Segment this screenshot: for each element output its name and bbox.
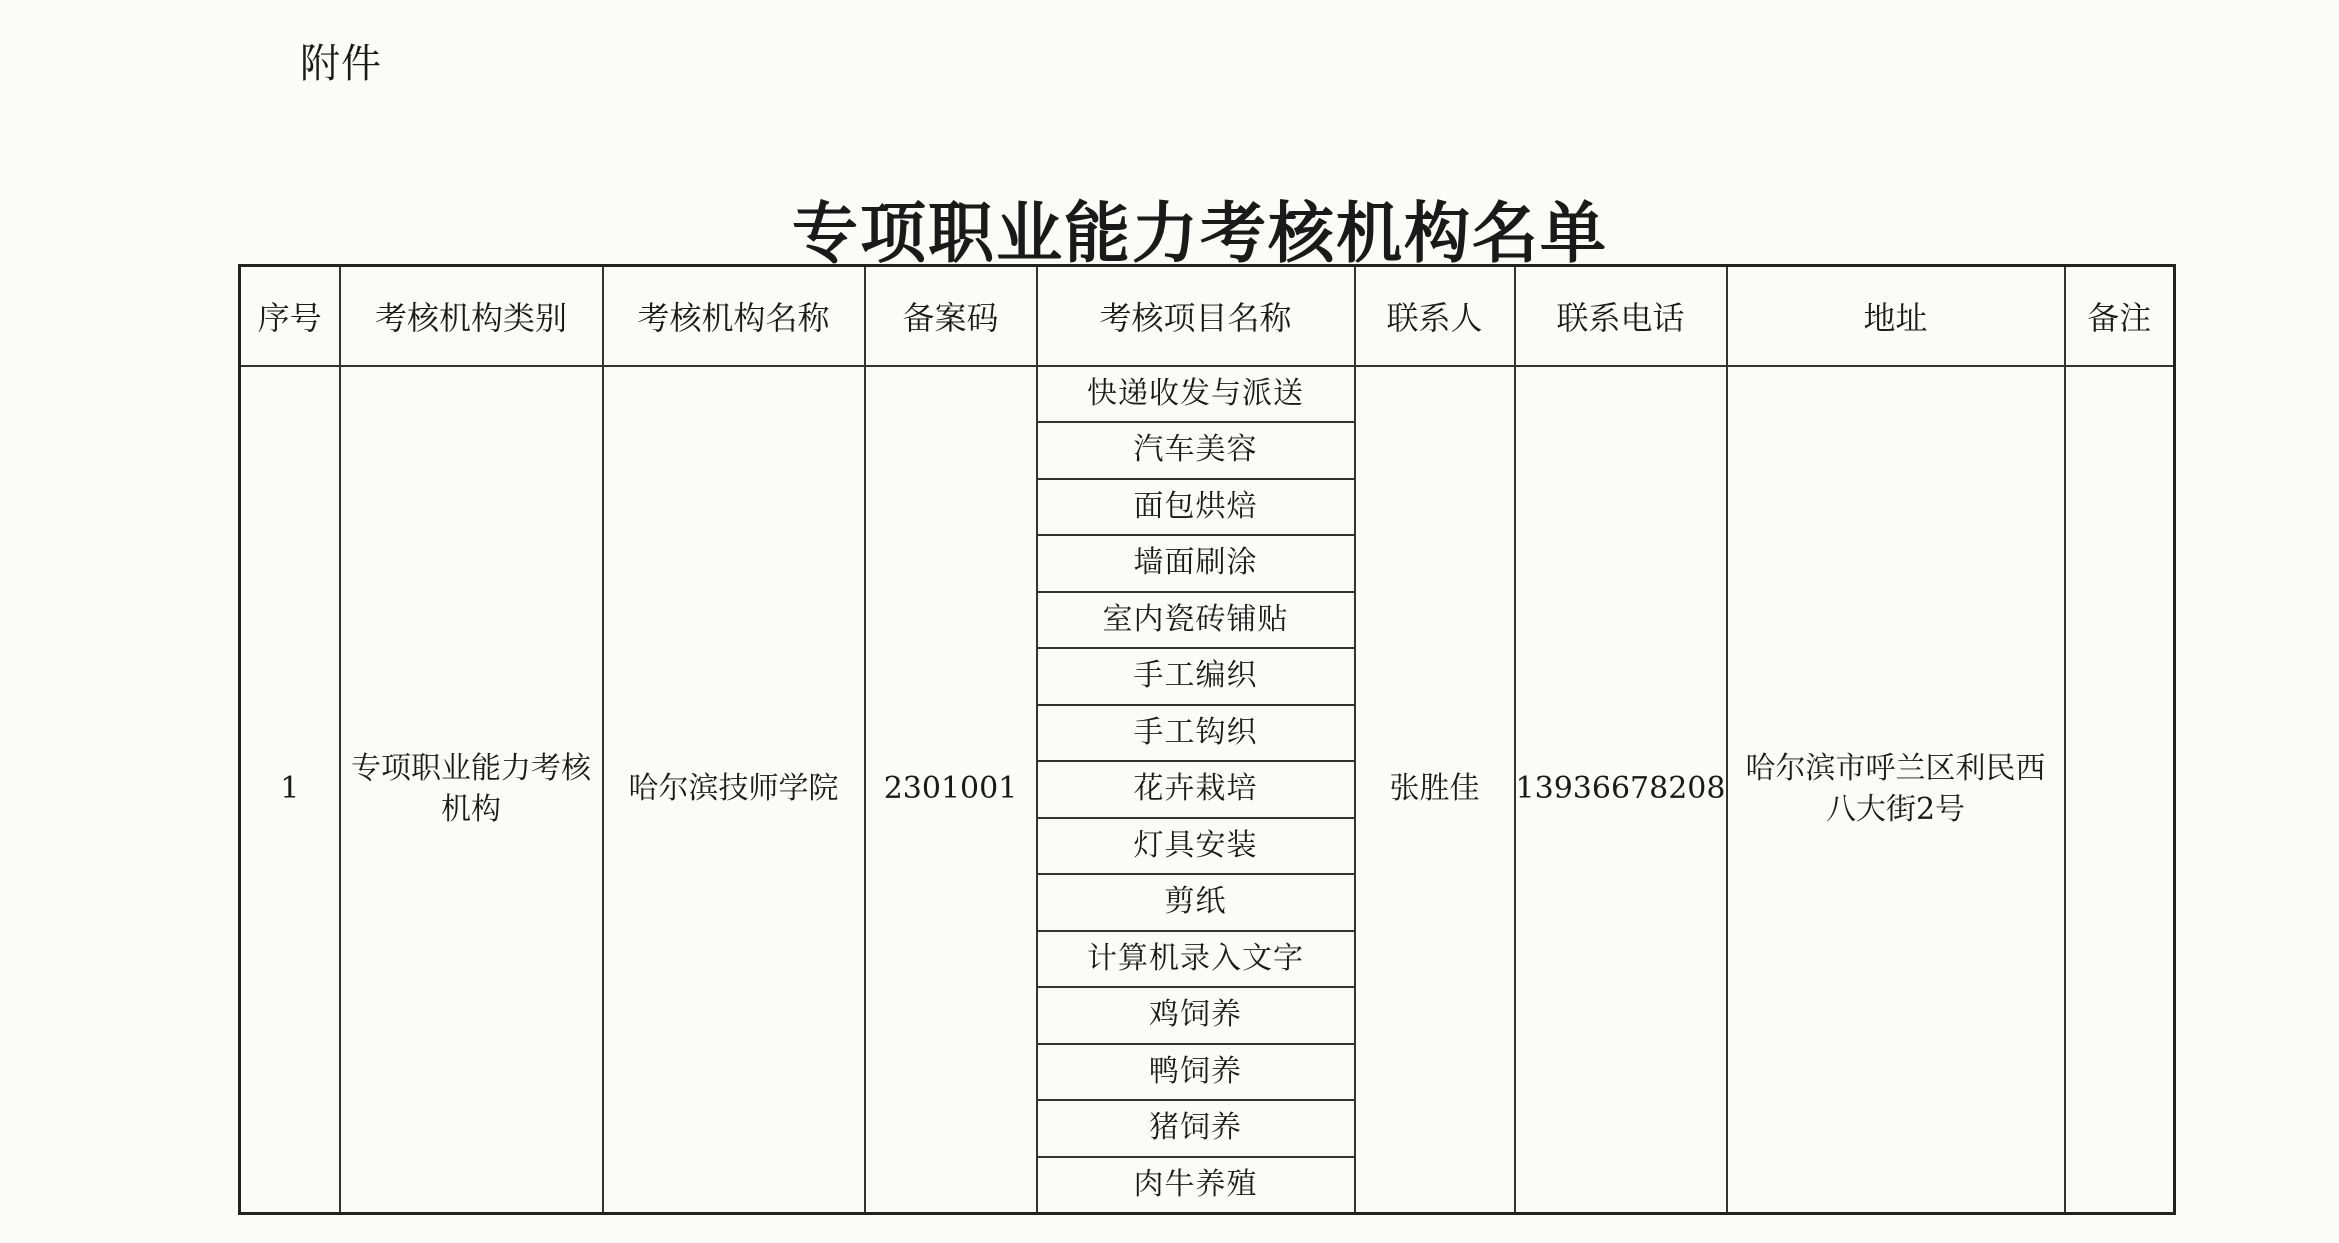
cell-remark bbox=[2065, 366, 2175, 1214]
cell-phone: 13936678208 bbox=[1515, 366, 1727, 1214]
project-item: 花卉栽培 bbox=[1038, 762, 1354, 818]
project-item: 手工钩织 bbox=[1038, 706, 1354, 762]
document-title: 专项职业能力考核机构名单 bbox=[792, 194, 1608, 272]
institution-table bbox=[238, 264, 2176, 1215]
project-item: 手工编织 bbox=[1038, 649, 1354, 705]
cell-address bbox=[1727, 366, 2065, 1214]
column-header-project-name: 考核项目名称 bbox=[1037, 266, 1355, 367]
project-item: 墙面刷涂 bbox=[1038, 536, 1354, 592]
cell-index: 1 bbox=[240, 366, 340, 1214]
project-item: 鸡饲养 bbox=[1038, 988, 1354, 1044]
table-row bbox=[240, 366, 2175, 1214]
category-text: 专项职业能力考核机构 bbox=[351, 751, 591, 827]
project-item: 灯具安装 bbox=[1038, 819, 1354, 875]
attachment-label: 附件 bbox=[300, 41, 382, 87]
cell-record-code: 2301001 bbox=[865, 366, 1037, 1214]
project-item: 室内瓷砖铺贴 bbox=[1038, 593, 1354, 649]
cell-category bbox=[340, 366, 603, 1214]
column-header-index: 序号 bbox=[240, 266, 340, 367]
column-header-org-name: 考核机构名称 bbox=[603, 266, 865, 367]
project-list bbox=[1038, 367, 1354, 1212]
project-item: 猪饲养 bbox=[1038, 1101, 1354, 1157]
project-item: 肉牛养殖 bbox=[1133, 1166, 1258, 1202]
table-header-row bbox=[240, 266, 2175, 367]
address-text: 哈尔滨市呼兰区利民西八大街2号 bbox=[1745, 751, 2046, 827]
column-header-remark: 备注 bbox=[2065, 266, 2175, 367]
cell-projects bbox=[1037, 366, 1355, 1214]
column-header-phone: 联系电话 bbox=[1515, 266, 1727, 367]
cell-org-name: 哈尔滨技师学院 bbox=[603, 366, 865, 1214]
cell-contact: 张胜佳 bbox=[1355, 366, 1515, 1214]
project-item: 剪纸 bbox=[1038, 875, 1354, 931]
project-item: 计算机录入文字 bbox=[1038, 932, 1354, 988]
column-header-record-code: 备案码 bbox=[865, 266, 1037, 367]
column-header-address: 地址 bbox=[1727, 266, 2065, 367]
project-item: 汽车美容 bbox=[1038, 423, 1354, 479]
project-item: 面包烘焙 bbox=[1038, 480, 1354, 536]
column-header-category: 考核机构类别 bbox=[340, 266, 603, 367]
project-item: 快递收发与派送 bbox=[1038, 367, 1354, 423]
project-item: 鸭饲养 bbox=[1038, 1045, 1354, 1101]
column-header-contact: 联系人 bbox=[1355, 266, 1515, 367]
